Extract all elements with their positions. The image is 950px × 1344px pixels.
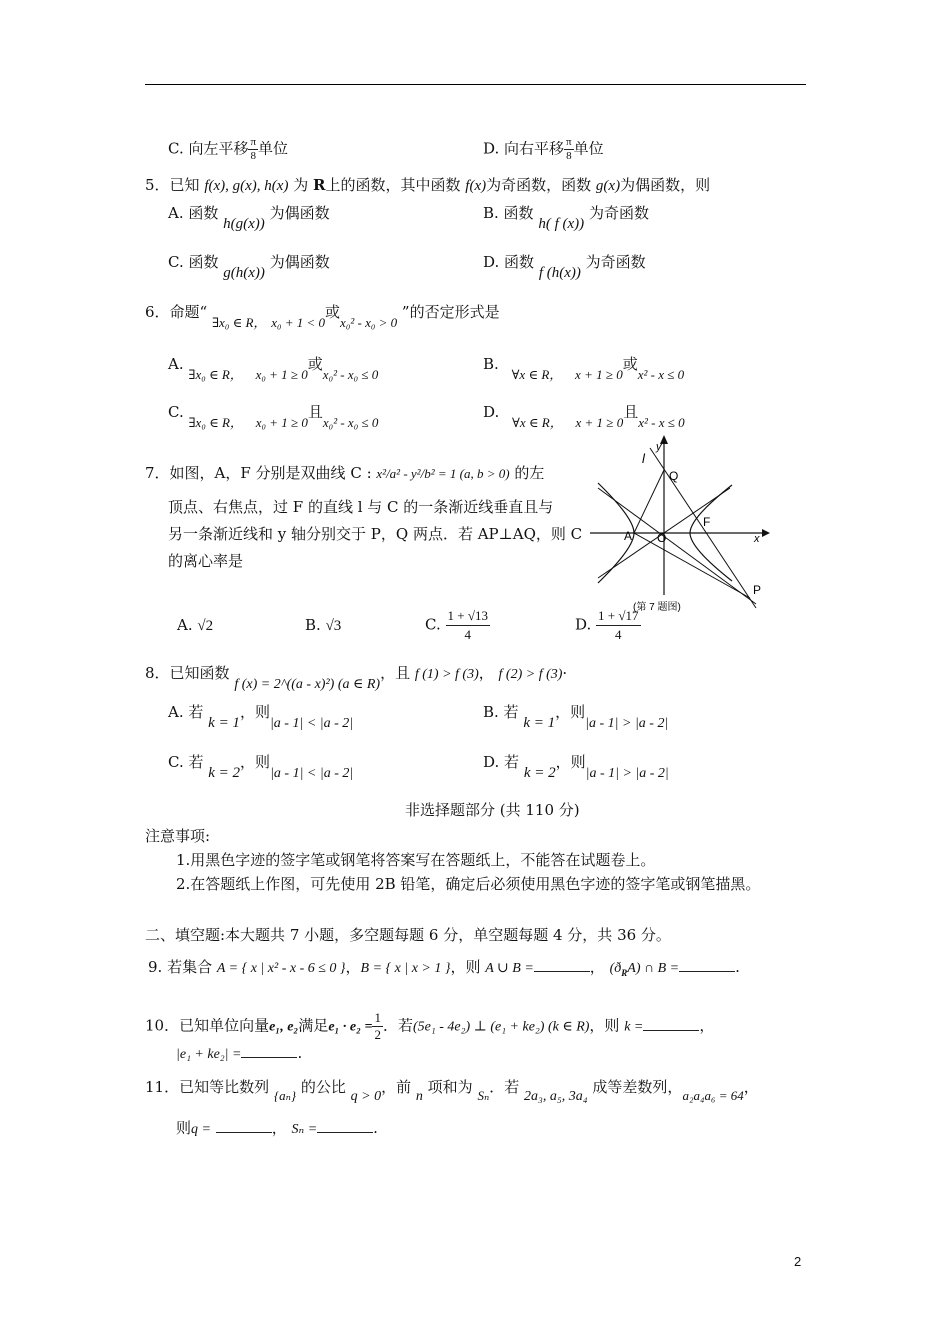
q8-c-relation: |a - 1| < |a - 2| <box>270 766 354 781</box>
label-q: Q <box>669 469 679 483</box>
q11-then: 则 <box>176 1119 192 1137</box>
q8-b-pre: B. 若 <box>483 703 519 721</box>
q10-k: k = <box>624 1019 644 1035</box>
q8-option-a <box>168 702 354 731</box>
q8-a-relation: |a - 1| < |a - 2| <box>269 716 354 731</box>
q6-option-c <box>168 402 379 430</box>
q5-b-post: 为奇函数 <box>588 204 649 222</box>
q7-option-b <box>305 615 341 636</box>
q10-blank-1[interactable] <box>643 1018 699 1031</box>
q10-vectors: e₁, e₂ <box>269 1019 299 1035</box>
q11-f: 成等差数列， <box>592 1078 683 1096</box>
q4-option-c-text: C. 向左平移 <box>168 139 249 158</box>
q5-a-pre: A. 函数 <box>168 204 219 222</box>
q8-end: · <box>562 664 568 682</box>
q9-c: ，则 <box>450 958 481 976</box>
q9-comp-r: R <box>621 967 628 978</box>
q5-stem-b: 为 <box>293 176 309 194</box>
page-number: 2 <box>794 1254 802 1269</box>
q10-blank-2[interactable] <box>241 1045 297 1058</box>
q5-b-pre: B. 函数 <box>483 204 534 222</box>
section2-heading: 二、填空题:本大题共 7 小题，多空题每题 6 分，单空题每题 4 分，共 36 分。 <box>145 926 671 944</box>
q4-option-c <box>168 136 288 163</box>
q8-c-k: k = 2 <box>208 765 241 781</box>
q6-a-m2: x₀ + 1 ≥ 0 <box>255 367 308 382</box>
q4-option-d <box>483 136 604 163</box>
q7-a-label: A. <box>177 616 193 634</box>
q8-b-mid: ，则 <box>555 703 586 721</box>
part2-title: 非选择题部分 (共 110 分) <box>405 801 580 819</box>
q7-option-c <box>425 607 490 644</box>
q6-c-m1: ∃x₀ ∈ R， <box>188 415 243 430</box>
q10-d: ，则 <box>589 1016 620 1035</box>
notice-item-2: 2.在答题纸上作图，可先使用 2B 铅笔，确定后必须使用黑色字迹的签字笔或钢笔描黑。 <box>176 875 761 893</box>
header-rule <box>145 84 806 85</box>
q8-sep: ， <box>478 664 494 682</box>
q4-d-numerator: π <box>566 136 572 148</box>
q8-condition-2: f (2) > f (3) <box>498 667 563 682</box>
q6-stem-m2: x₀ + 1 < 0 <box>271 315 326 330</box>
q6-c-m3: x₀² - x₀ ≤ 0 <box>322 415 379 430</box>
q8-d-mid: ，则 <box>555 753 586 771</box>
q6-stem-m1: ∃x₀ ∈ R， <box>212 315 267 330</box>
q7-line-3: 另一条渐近线和 y 轴分别交于 P，Q 两点．若 AP⊥AQ，则 C <box>168 525 583 543</box>
q4-c-numerator: π <box>250 136 257 148</box>
q11-b: 的公比 <box>300 1078 346 1096</box>
q6-b-m2: x + 1 ≥ 0 <box>575 367 623 382</box>
q5-gx: g(x) <box>595 178 621 194</box>
q6-stem-m3: x₀² - x₀ > 0 <box>340 315 398 330</box>
q10-a: 10．已知单位向量 <box>145 1016 270 1035</box>
q7-d-label: D. <box>575 615 592 634</box>
q8-a-k: k = 1 <box>208 715 240 731</box>
q5-c-pre: C. 函数 <box>168 253 219 271</box>
q8-d-relation: |a - 1| > |a - 2| <box>585 766 669 781</box>
notice-heading: 注意事项: <box>145 827 211 845</box>
q10-half-den: 2 <box>374 1027 381 1042</box>
q11-e: ．若 <box>489 1078 520 1096</box>
q6-b-m3: x² - x ≤ 0 <box>637 367 685 382</box>
segment-ap <box>634 533 750 598</box>
q11-a: 11．已知等比数列 <box>145 1078 270 1096</box>
label-o: O <box>657 531 667 545</box>
q7-line-4: 的离心率是 <box>168 552 244 570</box>
q6-d-m1: ∀x ∈ R， <box>512 415 563 430</box>
q8-stem-a: 8．已知函数 <box>145 664 230 682</box>
q11-blank-1[interactable] <box>216 1120 272 1133</box>
q8-option-b <box>483 702 669 731</box>
q11-n: n <box>415 1089 423 1104</box>
q7-l1-b: 的左 <box>514 464 545 482</box>
q5-option-d <box>483 252 646 281</box>
q5-option-a <box>168 203 330 232</box>
q7-a-value: √2 <box>197 618 214 634</box>
label-x: x <box>754 533 760 545</box>
q11-line-2 <box>176 1118 378 1140</box>
figure-caption: (第 7 题图) <box>633 602 681 613</box>
q11-blank-2[interactable] <box>317 1120 373 1133</box>
q9-set-a: A = { x | x² - x - 6 ≤ 0 } <box>216 961 346 976</box>
q11-sn: Sₙ <box>477 1088 490 1103</box>
q6-b-m1: ∀x ∈ R， <box>511 367 563 382</box>
label-f: F <box>703 515 711 529</box>
q6-d-conj: 且 <box>623 403 639 421</box>
q8-condition-1: f (1) > f (3) <box>414 667 479 682</box>
q11-sep: ， <box>271 1119 287 1137</box>
q7-d-denominator: 4 <box>615 627 622 642</box>
q5-c-math: g(h(x)) <box>223 265 265 281</box>
q5-real-set: R <box>313 176 326 194</box>
segment-aq <box>634 470 664 533</box>
x-axis-arrow-icon <box>762 529 770 537</box>
q7-line-2: 顶点、右焦点，过 F 的直线 l 与 C 的一条渐近线垂直且与 <box>168 498 554 516</box>
q10-b: 满足 <box>298 1016 329 1035</box>
q6-a-m1: ∃x₀ ∈ R， <box>188 367 243 382</box>
q5-stem-e: 为偶函数，则 <box>620 176 711 194</box>
q10-half <box>372 1010 383 1043</box>
q7-c-label: C. <box>425 615 441 634</box>
q8-c-pre: C. 若 <box>168 753 204 771</box>
q10-norm: |e₁ + ke₂| = <box>176 1047 242 1062</box>
q8-option-d <box>483 752 669 781</box>
q5-stem-c: 上的函数，其中函数 <box>325 176 461 194</box>
q7-hyperbola-equation: x²/a² - y²/b² = 1 (a, b > 0) <box>376 466 510 481</box>
q10-c: ．若 <box>382 1016 413 1035</box>
q5-stem-a: 5．已知 <box>145 176 200 194</box>
label-y: y <box>656 441 662 453</box>
q6-stem <box>145 302 500 330</box>
q7-c-fraction <box>446 607 490 644</box>
q10-perp: (5e₁ - 4e₂) ⊥ (e₁ + ke₂) (k ∈ R) <box>413 1019 590 1035</box>
q10-e2: ， <box>699 1016 715 1035</box>
q11-terms: 2a₃, a₅, 3a₄ <box>524 1089 588 1104</box>
q11-q-eq: q = <box>191 1122 211 1137</box>
q4-option-c-unit: 单位 <box>258 139 289 158</box>
q5-d-pre: D. 函数 <box>483 253 535 271</box>
q5-a-post: 为偶函数 <box>269 204 330 222</box>
asymptote-2 <box>598 488 756 604</box>
q5-fx: f(x) <box>465 178 487 194</box>
q9-b: ， <box>345 958 361 976</box>
q8-stem <box>145 663 568 692</box>
q6-option-b <box>483 354 685 382</box>
notice-item-1: 1.用黑色字迹的签字笔或钢笔将答案写在答题纸上，不能答在试题卷上。 <box>176 851 656 869</box>
q7-l1-a: 7．如图，A，F 分别是双曲线 C : <box>145 464 372 482</box>
q10-line-1 <box>145 1010 714 1043</box>
q9-complement <box>610 961 680 976</box>
q9-a: 9. 若集合 <box>148 958 213 976</box>
q8-d-k: k = 2 <box>523 765 556 781</box>
q8-b-relation: |a - 1| > |a - 2| <box>585 716 669 731</box>
q6-b-label: B. <box>483 355 499 373</box>
q6-a-label: A. <box>168 355 184 373</box>
q4-option-d-fraction <box>564 136 574 163</box>
q11-product: a₂a₄a₆ = 64 <box>682 1088 744 1103</box>
q5-stem-d: 为奇函数，函数 <box>486 176 592 194</box>
q6-d-m3: x² - x ≤ 0 <box>638 415 685 430</box>
q7-c-denominator: 4 <box>464 627 471 642</box>
q11-d: 项和为 <box>427 1078 473 1096</box>
q11-q-positive: q > 0 <box>350 1089 382 1104</box>
q6-a-m3: x₀² - x₀ ≤ 0 <box>322 367 379 382</box>
q8-d-pre: D. 若 <box>483 753 520 771</box>
q8-function: f (x) = 2^((a - x)²) (a ∈ R) <box>234 677 381 692</box>
q8-c-mid: ，则 <box>240 753 271 771</box>
q10-half-num: 1 <box>374 1010 381 1025</box>
q5-a-math: h(g(x)) <box>223 216 265 232</box>
q10-end: . <box>297 1044 303 1062</box>
q5-d-math: f (h(x)) <box>538 265 581 281</box>
q9-d: ， <box>589 958 605 976</box>
q6-c-conj: 且 <box>307 403 323 421</box>
q7-line-1 <box>145 463 544 484</box>
q11-sn-eq: Sₙ = <box>291 1122 318 1137</box>
q10-dot: e₁ · e₂ = <box>328 1019 373 1035</box>
q7-b-label: B. <box>305 616 321 634</box>
q9-set-b: B = { x | x > 1 } <box>360 961 451 976</box>
q5-c-post: 为偶函数 <box>269 253 330 271</box>
q7-option-a <box>177 615 213 636</box>
q8-option-c <box>168 752 354 781</box>
q6-stem-b: ”的否定形式是 <box>401 303 500 321</box>
q7-figure <box>590 430 790 620</box>
q11-c: ，前 <box>381 1078 412 1096</box>
q11-g: ， <box>743 1078 759 1096</box>
q8-a-pre: A. 若 <box>168 703 204 721</box>
q11-line-1 <box>145 1077 759 1104</box>
q9-blank-2[interactable] <box>679 959 735 972</box>
q9 <box>148 957 740 983</box>
q5-functions: f(x), g(x), h(x) <box>204 178 289 194</box>
q5-d-post: 为奇函数 <box>585 253 646 271</box>
q5-stem <box>145 175 710 196</box>
q7-d-numerator: 1 + √17 <box>596 607 640 626</box>
q5-option-b <box>483 203 649 232</box>
q9-union: A ∪ B = <box>485 961 534 976</box>
q9-blank-1[interactable] <box>534 959 590 972</box>
q4-c-denominator: 8 <box>250 150 257 162</box>
q6-c-m2: x₀ + 1 ≥ 0 <box>255 415 308 430</box>
q7-b-value: √3 <box>325 618 342 634</box>
q6-d-label: D. <box>483 403 500 421</box>
q4-option-d-unit: 单位 <box>573 139 604 158</box>
q6-option-a <box>168 354 379 382</box>
q4-option-d-text: D. 向右平移 <box>483 139 565 158</box>
q8-stem-b: ，且 <box>380 664 411 682</box>
q6-stem-or: 或 <box>325 303 341 321</box>
q6-option-d <box>483 402 685 430</box>
q9-comp-a: (ð <box>609 961 622 976</box>
q6-c-label: C. <box>168 403 184 421</box>
q10-line-2 <box>176 1043 302 1065</box>
label-a: A <box>624 529 633 543</box>
label-p: P <box>753 583 762 597</box>
q9-end: . <box>735 958 740 976</box>
q7-c-numerator: 1 + √13 <box>446 607 490 626</box>
label-l: l <box>642 451 645 466</box>
q6-b-conj: 或 <box>622 355 638 373</box>
q11-end: . <box>373 1119 378 1137</box>
q4-option-c-fraction <box>248 136 258 163</box>
q5-option-c <box>168 252 330 281</box>
q8-b-k: k = 1 <box>523 715 556 731</box>
q4-d-denominator: 8 <box>566 150 572 162</box>
q9-comp-b: A) ∩ B = <box>627 961 680 976</box>
q6-d-m2: x + 1 ≥ 0 <box>575 415 624 430</box>
q6-stem-a: 6．命题“ <box>145 303 208 321</box>
q8-a-mid: ，则 <box>239 703 270 721</box>
q11-sequence: {aₙ} <box>273 1088 297 1103</box>
q5-b-math: h( f (x)) <box>538 216 585 232</box>
q6-a-conj: 或 <box>307 355 323 373</box>
